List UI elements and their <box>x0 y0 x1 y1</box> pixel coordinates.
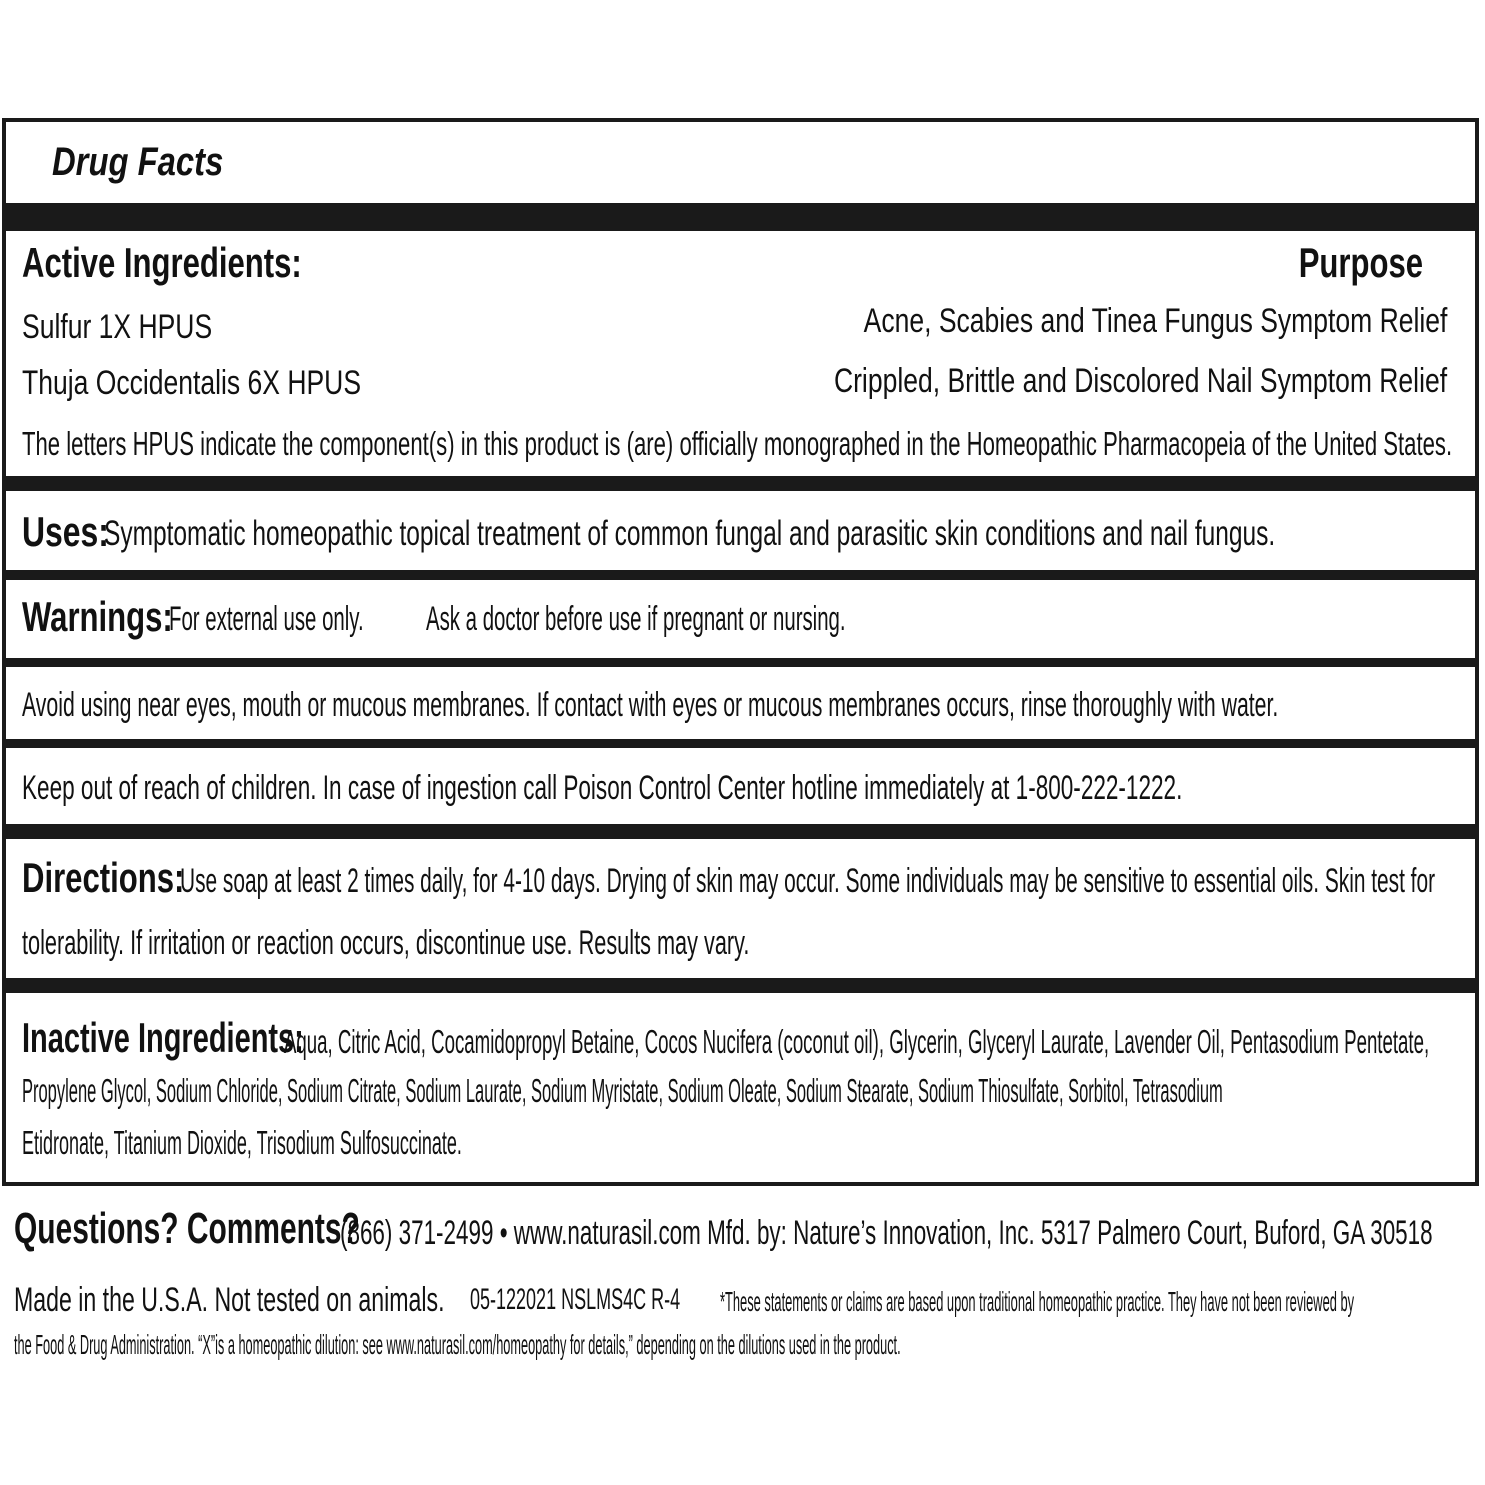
divider-thick <box>6 203 1475 231</box>
disclaimer-line-2: the Food & Drug Administration. “X”is a homeopathic dilution: see www.naturasil.com/homeopathy for details,” depending on the dilutions used in the product. <box>14 1329 901 1360</box>
contact-line: (866) 371-2499 • www.naturasil.com Mfd. by: Nature’s Innovation, Inc. 5317 Palmero Court, Buford, GA 30518 <box>340 1214 1433 1252</box>
made-in-usa: Made in the U.S.A. Not tested on animals. <box>14 1281 445 1319</box>
inactive-ingredients-heading: Inactive Ingredients: <box>22 1014 304 1061</box>
drug-facts-panel <box>2 118 1479 1186</box>
product-code: 05-122021 NSLMS4C R-4 <box>470 1283 681 1316</box>
divider <box>6 570 1475 580</box>
warnings-pregnant: Ask a doctor before use if pregnant or nursing. <box>426 600 846 638</box>
active-ingredients-heading: Active Ingredients: <box>22 239 302 286</box>
warnings-keep-out-text: Keep out of reach of children. In case of ingestion call Poison Control Center hotline immediately at 1-800-222-1222. <box>22 769 1183 807</box>
divider-thick <box>6 978 1475 993</box>
divider-thick <box>6 824 1475 839</box>
warnings-heading: Warnings: <box>22 593 173 640</box>
divider-thick <box>6 476 1475 491</box>
questions-heading: Questions? Comments? <box>14 1204 360 1253</box>
active-ingredient-2: Thuja Occidentalis 6X HPUS <box>22 364 362 402</box>
directions-heading: Directions: <box>22 854 185 901</box>
inactive-line-2: Propylene Glycol, Sodium Chloride, Sodium Citrate, Sodium Laurate, Sodium Myristate, Sodium Oleate, Sodium Stearate, Sodium Thiosulfate, Sorbitol, Tetrasodium <box>22 1072 1223 1109</box>
disclaimer-line-1: *These statements or claims are based upon traditional homeopathic practice. They have not been reviewed by <box>720 1286 1355 1317</box>
divider <box>6 739 1475 748</box>
directions-line-1: Use soap at least 2 times daily, for 4-10 days. Drying of skin may occur. Some individuals may be sensitive to essential oils. Skin test for <box>180 862 1436 900</box>
uses-text: Symptomatic homeopathic topical treatment of common fungal and parasitic skin conditions and nail fungus. <box>104 514 1276 553</box>
inactive-line-3: Etidronate, Titanium Dioxide, Trisodium Sulfosuccinate. <box>22 1124 462 1161</box>
divider <box>6 658 1475 667</box>
active-ingredient-1: Sulfur 1X HPUS <box>22 308 213 346</box>
purpose-2: Crippled, Brittle and Discolored Nail Symptom Relief <box>833 362 1447 400</box>
uses-heading: Uses: <box>22 508 109 555</box>
purpose-heading: Purpose <box>1298 239 1423 286</box>
drug-facts-title: Drug Facts <box>52 140 224 184</box>
inactive-line-1: Aqua, Citric Acid, Cocamidopropyl Betaine, Cocos Nucifera (coconut oil), Glycerin, Glyceryl Laurate, Lavender Oil, Pentasodium Pentetate, <box>284 1023 1430 1060</box>
warnings-external-use: For external use only. <box>169 600 364 638</box>
warnings-avoid-text: Avoid using near eyes, mouth or mucous membranes. If contact with eyes or mucous membranes occurs, rinse thoroughly with water. <box>22 686 1279 724</box>
purpose-1: Acne, Scabies and Tinea Fungus Symptom Relief <box>863 302 1447 340</box>
hpus-note: The letters HPUS indicate the component(s) in this product is (are) officially monographed in the Homeopathic Pharmacopeia of the United States. <box>22 425 1453 462</box>
directions-line-2: tolerability. If irritation or reaction occurs, discontinue use. Results may vary. <box>22 924 750 962</box>
